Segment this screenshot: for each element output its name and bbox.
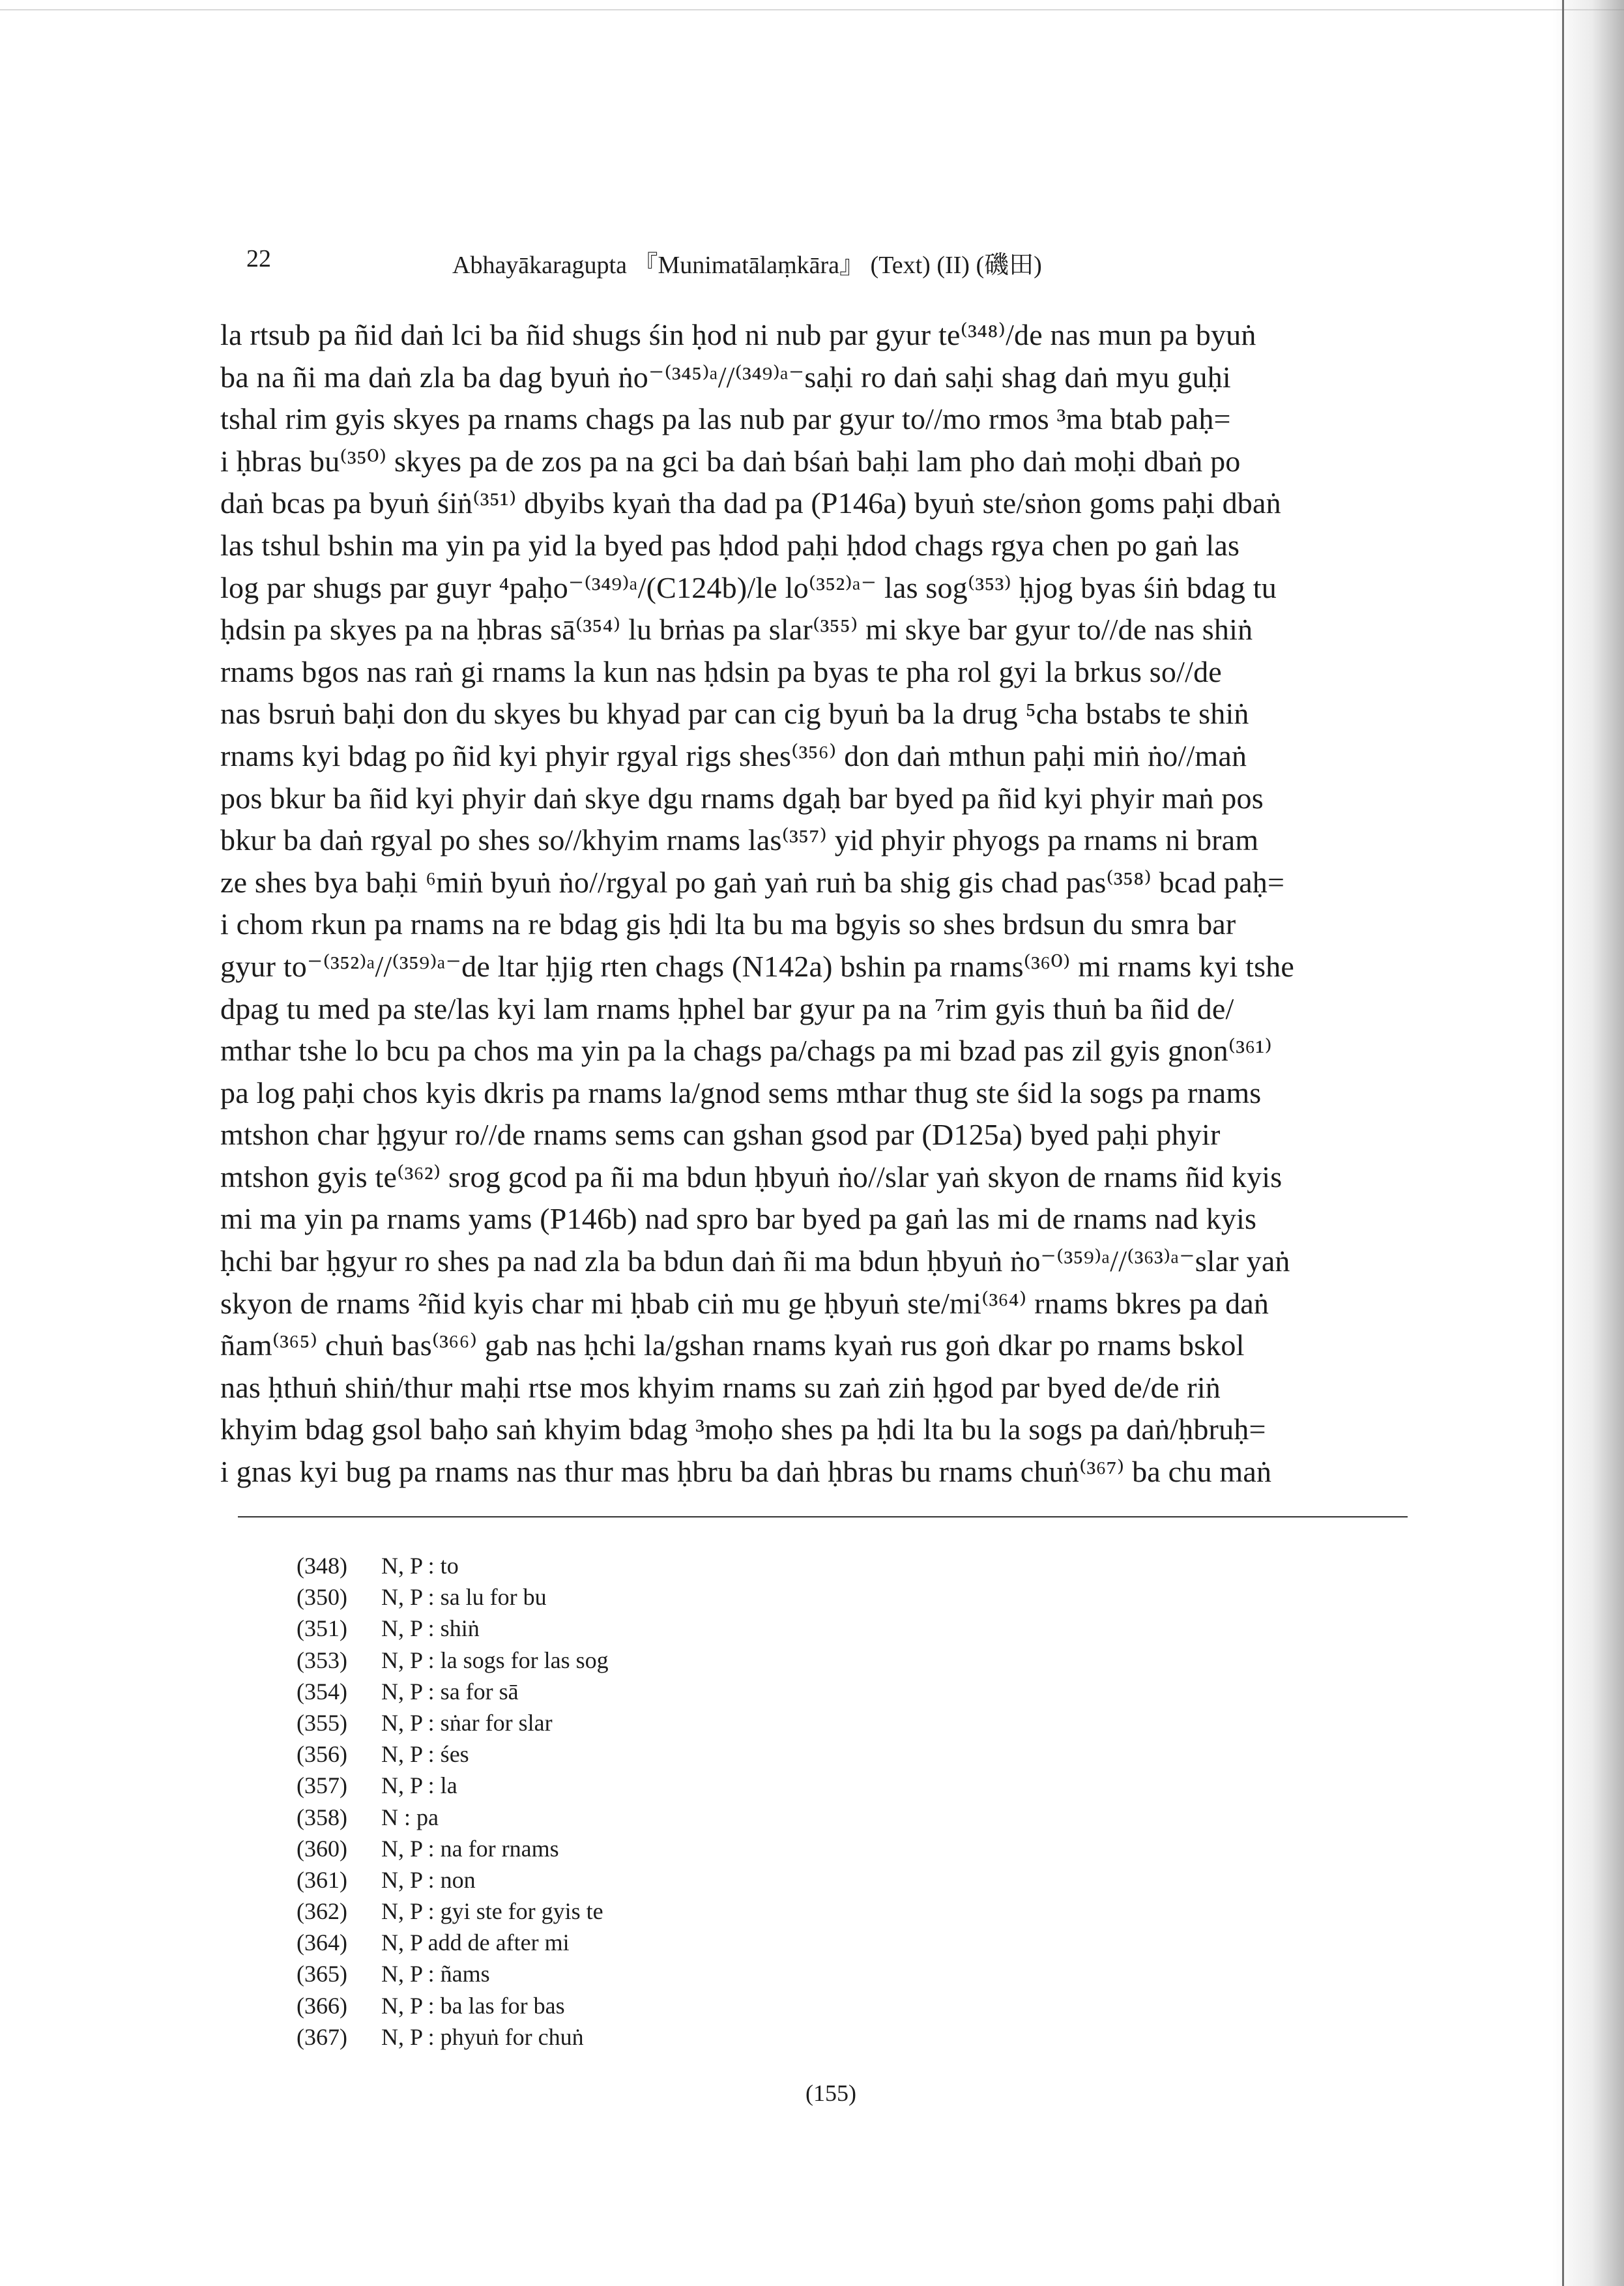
text-line: khyim bdag gsol baḥo saṅ khyim bdag ³moḥo shes pa ḥdi lta bu la sogs pa daṅ/ḥbruḥ= [220, 1413, 1266, 1446]
footnote-number: (358) [297, 1804, 347, 1830]
running-title: Abhayākaragupta 『Munimatālaṃkāra』 (Text) (II) (磯田) [452, 252, 1042, 279]
text-line: gyur to⁻⁽³⁵²⁾ᵃ//⁽³⁵⁹⁾ᵃ⁻de ltar ḥjig rten chags (N142a) bshin pa rnams⁽³⁶⁰⁾ mi rnams kyi tshe [220, 949, 1294, 983]
footnote-text: N : pa [381, 1804, 439, 1830]
footnote-text: N, P : sṅar for slar [381, 1709, 553, 1736]
footnote-number: (354) [297, 1678, 347, 1705]
text-line: tshal rim gyis skyes pa rnams chags pa las nub par gyur to//mo rmos ³ma btab paḥ= [220, 402, 1231, 436]
footnote-number: (353) [297, 1647, 347, 1673]
footnote-number: (366) [297, 1992, 347, 2019]
footnote-number: (357) [297, 1772, 347, 1799]
footnote [297, 2021, 609, 2053]
footnote-text: N, P : śes [381, 1741, 469, 1768]
text-line: rnams bgos nas raṅ gi rnams la kun nas ḥdsin pa byas te pha rol gyi la brkus so//de [220, 654, 1222, 688]
text-line: nas ḥthuṅ shiṅ/thur maḥi rtse mos khyim rnams su zaṅ ziṅ ḥgod par byed de/de riṅ [220, 1370, 1221, 1404]
footnote-text: N, P : sa for sā [381, 1678, 519, 1705]
text-line: mtshon char ḥgyur ro//de rnams sems can gshan gsod par (D125a) byed paḥi phyir [220, 1118, 1221, 1152]
text-line: mtshon gyis te⁽³⁶²⁾ srog gcod pa ñi ma bdun ḥbyuṅ ṅo//slar yaṅ skyon de rnams ñid kyis [220, 1160, 1283, 1194]
main-text [220, 314, 1406, 1493]
footnote-divider [238, 1516, 1408, 1517]
footnote-number: (351) [297, 1615, 347, 1642]
text-line: la rtsub pa ñid daṅ lci ba ñid shugs śin ḥod ni nub par gyur te⁽³⁴⁸⁾/de nas mun pa byuṅ [220, 318, 1256, 351]
footnote [297, 1707, 609, 1738]
footnote [297, 1581, 609, 1613]
footnote [297, 1833, 609, 1864]
footnote-number: (367) [297, 2023, 347, 2050]
binding-edge [1562, 0, 1564, 2286]
footnote [297, 1770, 609, 1801]
footnote-text: N, P : na for rnams [381, 1835, 559, 1862]
text-line: i gnas kyi bug pa rnams nas thur mas ḥbru ba daṅ ḥbras bu rnams chuṅ⁽³⁶⁷⁾ ba chu maṅ [220, 1455, 1272, 1489]
page-header [246, 244, 1354, 284]
text-line: pos bkur ba ñid kyi phyir daṅ skye dgu rnams dgaḥ bar byed pa ñid kyi phyir maṅ pos [220, 781, 1264, 815]
scan-top-edge [0, 9, 1624, 10]
text-line: bkur ba daṅ rgyal po shes so//khyim rnams las⁽³⁵⁷⁾ yid phyir phyogs pa rnams ni bram [220, 823, 1259, 857]
text-line: pa log paḥi chos kyis dkris pa rnams la/gnod sems mthar thug ste śid la sogs pa rnams [220, 1076, 1262, 1109]
text-line: mi ma yin pa rnams yams (P146b) nad spro bar byed pa gaṅ las mi de rnams nad kyis [220, 1202, 1257, 1236]
footnote-number: (355) [297, 1709, 347, 1736]
footnote [297, 1896, 609, 1927]
text-line: dpag tu med pa ste/las kyi lam rnams ḥphel bar gyur pa na ⁷rim gyis thuṅ ba ñid de/ [220, 991, 1234, 1025]
text-line: ze shes bya baḥi ⁶miṅ byuṅ ṅo//rgyal po gaṅ yaṅ ruṅ ba shig gis chad pas⁽³⁵⁸⁾ bcad paḥ= [220, 865, 1285, 899]
page-number: 22 [246, 245, 271, 272]
footnote-number: (360) [297, 1835, 347, 1862]
footnotes [297, 1550, 609, 2053]
footnote-number: (364) [297, 1929, 347, 1956]
footnote-text: N, P : phyuṅ for chuṅ [381, 2023, 584, 2050]
footnote [297, 1927, 609, 1958]
text-line: i ḥbras bu⁽³⁵⁰⁾ skyes pa de zos pa na gci ba daṅ bśaṅ baḥi lam pho daṅ moḥi dbaṅ po [220, 444, 1241, 478]
footnote [297, 1613, 609, 1644]
footnote [297, 1645, 609, 1676]
footnote [297, 1738, 609, 1770]
footnote [297, 1990, 609, 2021]
folio-number: (155) [805, 2080, 856, 2106]
footnote [297, 1958, 609, 1989]
footnote-number: (350) [297, 1584, 347, 1611]
text-line: ba na ñi ma daṅ zla ba dag byuṅ ṅo⁻⁽³⁴⁵⁾ᵃ//⁽³⁴⁹⁾ᵃ⁻saḥi ro daṅ saḥi shag daṅ myu guḥi [220, 360, 1231, 394]
footnote-text: N, P : la sogs for las sog [381, 1647, 609, 1673]
text-line: mthar tshe lo bcu pa chos ma yin pa la chags pa/chags pa mi bzad pas zil gyis gnon⁽³⁶¹⁾ [220, 1034, 1272, 1068]
footnote-number: (361) [297, 1866, 347, 1893]
footnote-text: N, P : shiṅ [381, 1615, 480, 1642]
text-line: ñam⁽³⁶⁵⁾ chuṅ bas⁽³⁶⁶⁾ gab nas ḥchi la/gshan rnams kyaṅ rus goṅ dkar po rnams bskol [220, 1328, 1245, 1362]
footnote-number: (356) [297, 1741, 347, 1768]
footnote-number: (362) [297, 1898, 347, 1925]
footnote [297, 1550, 609, 1581]
text-line: ḥdsin pa skyes pa na ḥbras sā⁽³⁵⁴⁾ lu brṅas pa slar⁽³⁵⁵⁾ mi skye bar gyur to//de nas shiṅ [220, 613, 1253, 647]
text-line: log par shugs par guyr ⁴paḥo⁻⁽³⁴⁹⁾ᵃ/(C124b)/le lo⁽³⁵²⁾ᵃ⁻ las sog⁽³⁵³⁾ ḥjog byas śiṅ bdag tu [220, 570, 1277, 604]
text-line: ḥchi bar ḥgyur ro shes pa nad zla ba bdun daṅ ñi ma bdun ḥbyuṅ ṅo⁻⁽³⁵⁹⁾ᵃ//⁽³⁶³⁾ᵃ⁻slar yaṅ [220, 1244, 1290, 1278]
footnote-text: N, P : la [381, 1772, 457, 1799]
text-line: rnams kyi bdag po ñid kyi phyir rgyal rigs shes⁽³⁵⁶⁾ don daṅ mthun paḥi miṅ ṅo//maṅ [220, 739, 1247, 772]
footnote-text: N, P : ñams [381, 1961, 490, 1987]
footnote-text: N, P add de after mi [381, 1929, 570, 1956]
text-line: skyon de rnams ²ñid kyis char mi ḥbab ciṅ mu ge ḥbyuṅ ste/mi⁽³⁶⁴⁾ rnams bkres pa daṅ [220, 1286, 1269, 1320]
footnote [297, 1864, 609, 1896]
text-line: daṅ bcas pa byuṅ śiṅ⁽³⁵¹⁾ dbyibs kyaṅ tha dad pa (P146a) byuṅ ste/sṅon goms paḥi dbaṅ [220, 486, 1281, 520]
text-line: nas bsruṅ baḥi don du skyes bu khyad par can cig byuṅ ba la drug ⁵cha bstabs te shiṅ [220, 697, 1249, 731]
footnote-text: N, P : ba las for bas [381, 1992, 565, 2019]
text-line: las tshul bshin ma yin pa yid la byed pas ḥdod paḥi ḥdod chags rgya chen po gaṅ las [220, 528, 1240, 562]
footnote-number: (348) [297, 1553, 347, 1579]
footnote-text: N, P : gyi ste for gyis te [381, 1898, 603, 1925]
footnote-text: N, P : sa lu for bu [381, 1584, 547, 1611]
footnote-text: N, P : to [381, 1553, 459, 1579]
footnote [297, 1676, 609, 1707]
footnote-number: (365) [297, 1961, 347, 1987]
footnote [297, 1802, 609, 1833]
footnote-text: N, P : non [381, 1866, 476, 1893]
text-line: i chom rkun pa rnams na re bdag gis ḥdi lta bu ma bgyis so shes brdsun du smra bar [220, 907, 1236, 941]
